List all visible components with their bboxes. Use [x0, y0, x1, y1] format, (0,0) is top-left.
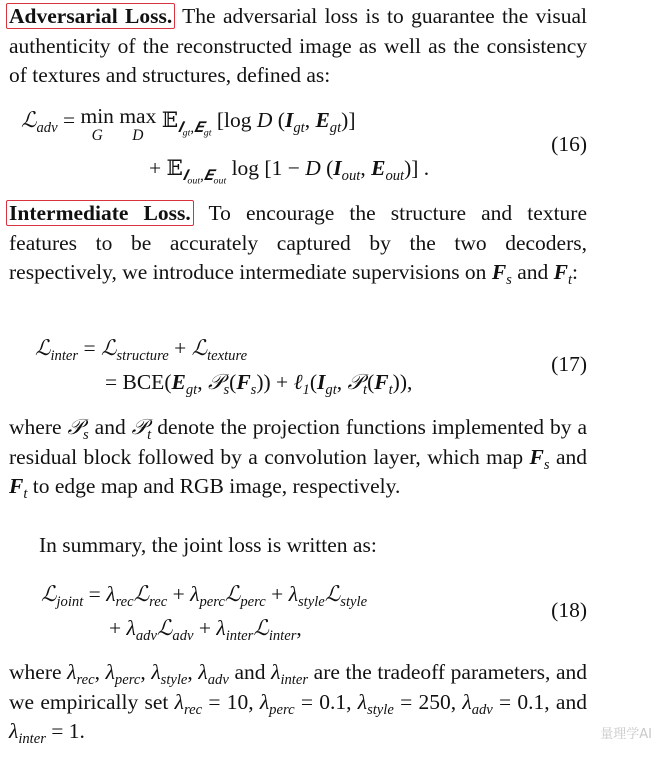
- tradeoff-text: are the tradeoff parameters, and we empirically set: [9, 660, 588, 714]
- projection-text: denote the projection functions implemented by a residual block followed by a convolution layer, which map: [9, 415, 588, 469]
- equation-16: ℒ$_{adv}$ = min G max D 𝔼$_{𝑰_{gt},𝑬_{gt}}$ [log D ($I_{gt}$, $E_{gt}$)] + 𝔼$_{𝑰_{out},𝑬_{out}}$ log [1 − D ($I_{out}$, $E_{out}$)] . (16): [21, 104, 587, 187]
- equation-17: ℒ$_{inter}$ = ℒ$_{structure}$ + ℒ$_{texture}$ = $BCE(E_{gt}$, $𝒫_s(F_s)$) + $\ell_1(I_{gt}$, $𝒫_t(F_t)$), (17): [35, 336, 587, 399]
- equation-number-16: (16): [551, 132, 587, 156]
- intermediate-loss-body: To encourage the structure and texture features to be accurately captured by the two decoders, respectively, we introduce intermediate supervisions on: [9, 201, 587, 284]
- intermediate-loss-paragraph: Intermediate Loss. To encourage the structure and texture features to be accurately captured by the two decoders, respectively, we introduce intermediate supervisions on $F_s$ and $F_t$:: [9, 199, 587, 288]
- equation-number-18: (18): [551, 598, 587, 622]
- adversarial-loss-paragraph: [9, 2, 587, 91]
- equation-18: ℒ$_{joint}$ = $\lambda_{rec}ℒ_{rec}$ + $\lambda_{perc}ℒ_{perc}$ + $\lambda_{style}ℒ_{style}$ + $\lambda_{adv}ℒ_{adv}$ + $\lambda_{inter}ℒ_{inter}$, (18): [41, 582, 587, 645]
- projection-paragraph: where 𝒫$_s$ and 𝒫$_t$ denote the projection functions implemented by a residual block followed by a convolution layer, which map $F_s$ and $F_t$ to edge map and RGB image, respectively.: [9, 415, 588, 503]
- summary-paragraph: In summary, the joint loss is written as:: [39, 533, 377, 557]
- intermediate-loss-heading: Intermediate Loss.: [6, 200, 194, 226]
- watermark: 量理学AI: [600, 726, 652, 742]
- equation-number-17: (17): [551, 352, 587, 376]
- adversarial-loss-heading: Adversarial Loss.: [6, 3, 175, 29]
- tradeoff-paragraph: where $\lambda_{rec}$, $\lambda_{perc}$, $\lambda_{style}$, $\lambda_{adv}$ and $\lambda_{inter}$ are the tradeoff parameters, and we empirically set $\lambda_{rec} = 10$, $\lambda_{perc} = 0.1$, $\lambda_{style} = 250$, $\lambda_{adv} = 0.1$, and $\lambda_{inter} = 1$.: [9, 660, 588, 748]
- adversarial-loss-body: The adversarial loss is to guarantee the visual authenticity of the reconstructed image as well as the consistency of textures and structures, defined as:: [9, 4, 587, 87]
